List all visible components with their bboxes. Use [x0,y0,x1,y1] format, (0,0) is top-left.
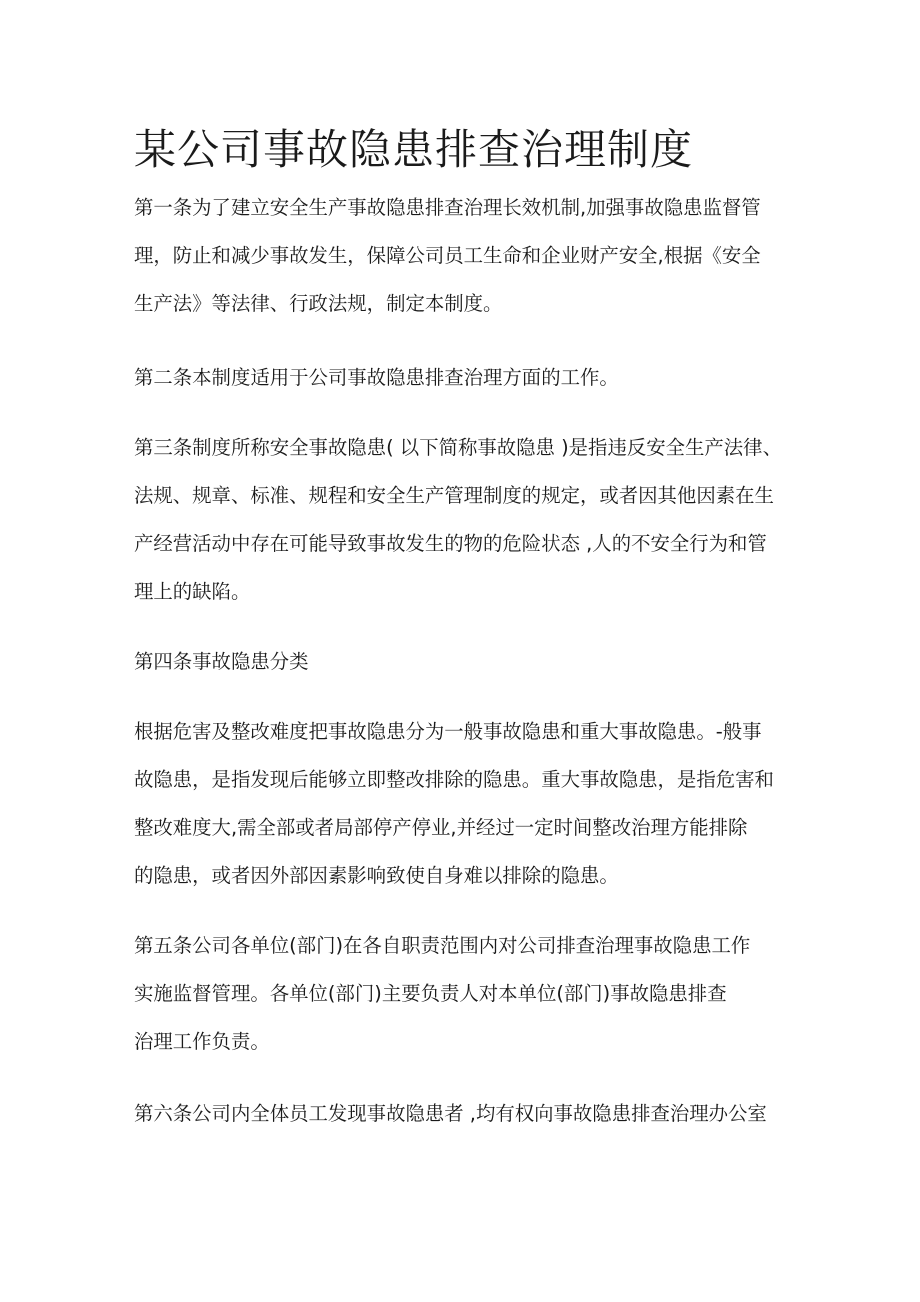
paragraph-line: 治理工作负责。 [134,1030,270,1053]
paragraph-article-3 [134,424,790,616]
paragraph-line: 第一条为了建立安全生产事故隐患排查治理长效机制,加强事故隐患监督管 [134,196,761,219]
paragraph-line: 理，防止和减少事故发生，保障公司员工生命和企业财产安全,根据《安全 [134,244,761,267]
paragraph-line: 生产法》等法律、行政法规，制定本制度。 [134,292,503,315]
paragraph-line: 第五条公司各单位(部门)在各自职责范围内对公司排查治理事故隐患工作 [134,934,751,957]
document-title: 某公司事故隐患排查治理制度 [134,125,694,174]
paragraph-line: 理上的缺陷。 [134,580,251,603]
paragraph-article-2 [134,354,790,402]
paragraph-line: 整改难度大,需全部或者局部停产停业,并经过一定时间整改治理方能排除 [134,816,748,839]
paragraph-line: 第二条本制度适用于公司事故隐患排查治理方面的工作。 [134,366,619,389]
paragraph-article-4 [134,638,790,686]
paragraph-line: 第三条制度所称安全事故隐患( 以下简称事故隐患 )是指违反安全生产法律、 [134,436,782,459]
paragraph-article-6 [134,1090,790,1138]
paragraph-line: 的隐患，或者因外部因素影响致使自身难以排除的隐患。 [134,864,619,887]
paragraph-line: 法规、规章、标准、规程和安全生产管理制度的规定，或者因其他因素在生 [134,484,774,507]
paragraph-line: 根据危害及整改难度把事故隐患分为一般事故隐患和重大事故隐患。-般事 [134,720,762,743]
paragraph-line: 第四条事故隐患分类 [134,650,309,673]
paragraph-line: 产经营活动中存在可能导致事故发生的物的危险状态 ,人的不安全行为和管 [134,532,767,555]
paragraph-line: 第六条公司内全体员工发现事故隐患者 ,均有权向事故隐患排查治理办公室 [134,1102,767,1125]
paragraph-line: 实施监督管理。各单位(部门)主要负责人对本单位(部门)事故隐患排查 [134,982,727,1005]
paragraph-classification [134,708,790,900]
paragraph-article-1 [134,184,790,328]
paragraph-line: 故隐患，是指发现后能够立即整改排除的隐患。重大事故隐患，是指危害和 [134,768,774,791]
paragraph-article-5 [134,922,790,1066]
